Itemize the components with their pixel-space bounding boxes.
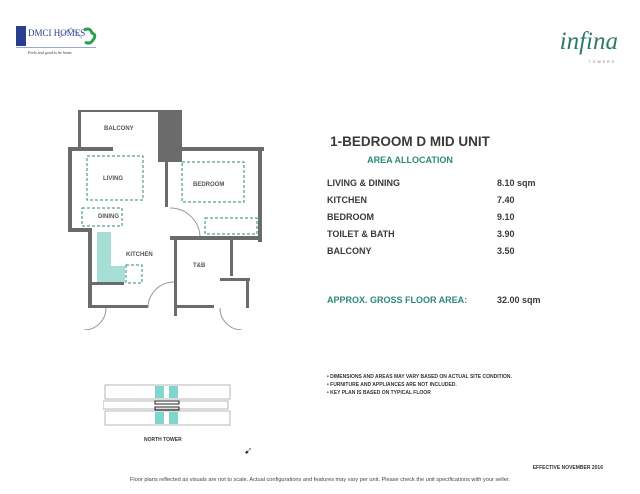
- north-arrow-icon: ➹: [244, 446, 253, 457]
- room-label-dining: DINING: [98, 214, 119, 220]
- area-label: BEDROOM: [327, 212, 374, 222]
- dmci-logo-text: DMCI HOMES: [28, 28, 86, 38]
- dmci-homes-logo: [16, 26, 104, 66]
- infina-logo: infina: [559, 28, 618, 55]
- key-plan-label: NORTH TOWER: [144, 437, 182, 443]
- key-plan: [103, 383, 233, 428]
- dmci-tagline: Feels real good to be home: [28, 50, 72, 55]
- area-label: TOILET & BATH: [327, 229, 395, 239]
- area-value: 8.10 sqm: [497, 178, 536, 188]
- area-value: 3.90: [497, 229, 515, 239]
- area-label: LIVING & DINING: [327, 178, 401, 188]
- area-value: 7.40: [497, 195, 515, 205]
- room-label-tb: T&B: [193, 263, 206, 269]
- room-label-kitchen: KITCHEN: [126, 252, 153, 258]
- gross-area-label: APPROX. GROSS FLOOR AREA:: [327, 295, 468, 305]
- room-label-balcony: BALCONY: [104, 126, 134, 132]
- area-allocation-heading: AREA ALLOCATION: [367, 155, 453, 165]
- note: • FURNITURE AND APPLIANCES ARE NOT INCLUDED.: [327, 382, 457, 388]
- area-value: 3.50: [497, 246, 515, 256]
- area-label: BALCONY: [327, 246, 372, 256]
- infina-logo-sub: TOWERS: [588, 60, 616, 64]
- floor-plan: [60, 100, 280, 330]
- area-label: KITCHEN: [327, 195, 367, 205]
- effective-date: EFFECTIVE NOVEMBER 2016: [532, 465, 603, 471]
- note: • DIMENSIONS AND AREAS MAY VARY BASED ON ACTUAL SITE CONDITION.: [327, 374, 512, 380]
- note: • KEY PLAN IS BASED ON TYPICAL FLOOR: [327, 390, 431, 396]
- room-label-living: LIVING: [103, 176, 124, 182]
- room-label-bedroom: BEDROOM: [193, 182, 225, 188]
- gross-area-value: 32.00 sqm: [497, 295, 541, 305]
- area-value: 9.10: [497, 212, 515, 222]
- footer-disclaimer: Floor plans reflected as visuals are not to scale. Actual configurations and features may vary per unit. Please check the unit specifications with your seller.: [130, 477, 510, 483]
- unit-title: 1-BEDROOM D MID UNIT: [330, 134, 490, 149]
